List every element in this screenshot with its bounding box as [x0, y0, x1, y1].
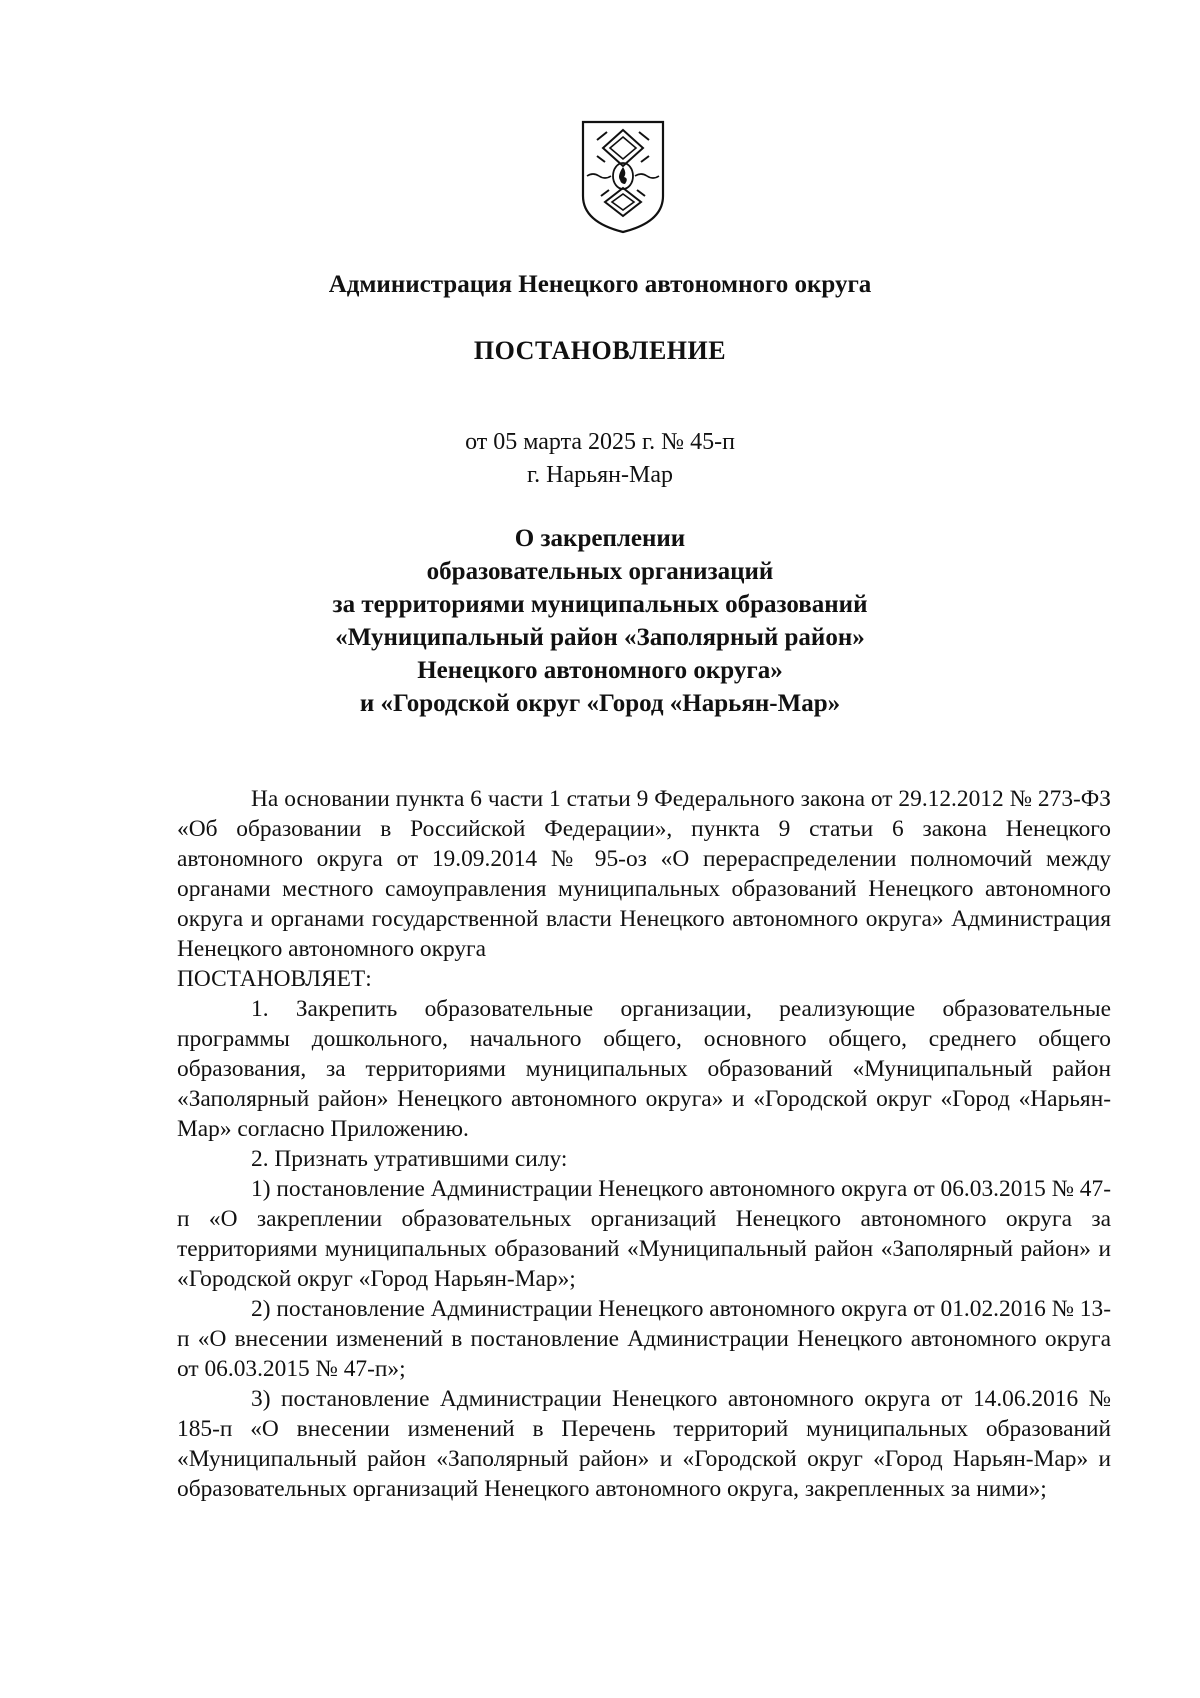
document-title [0, 522, 1200, 720]
title-line: О закреплении [514, 525, 686, 552]
item-2-paragraph: 2. Признать утратившими силу: [251, 1146, 568, 1172]
organization-name: Администрация Ненецкого автономного округа [328, 271, 872, 298]
document-date-number: от 05 марта 2025 г. № 45-п [465, 429, 735, 455]
title-line: «Муниципальный район «Заполярный район» [335, 624, 865, 651]
title-line: за территориями муниципальных образований [332, 591, 868, 618]
document-body [177, 784, 1111, 1504]
title-line: и «Городской округ «Город «Нарьян-Мар» [359, 690, 841, 717]
preamble-paragraph: На основании пункта 6 части 1 статьи 9 Федерального закона от 29.12.2012 № 273-ФЗ «Об образовании в Российской Федерации», пункта 9 статьи 6 закона Ненецкого автономного округа от 19.09.2014 № 95-оз «О перераспределении полномочий между органами местного самоуправления муниципальных образований Ненецкого автономного округа и органами государственной власти Ненецкого автономного округа» Администрация Ненецкого автономного округа [177, 786, 1111, 962]
subitem-1-paragraph: 1) постановление Администрации Ненецкого автономного округа от 06.03.2015 № 47-п «О закреплении образовательных организаций Ненецкого автономного округа за территориями муниципальных образований «Муниципальный район «Заполярный район» и «Городской округ «Город Нарьян-Мар»; [177, 1176, 1111, 1292]
title-line: Ненецкого автономного округа» [417, 657, 783, 684]
item-1-paragraph: 1. Закрепить образовательные организации, реализующие образовательные программы дошкольного, начального общего, основного общего, среднего общего образования, за территориями муниципальных образований «Муниципальный район «Заполярный район» Ненецкого автономного округа» и «Городской округ «Город «Нарьян-Мар» согласно Приложению. [177, 996, 1111, 1142]
document-type: ПОСТАНОВЛЕНИЕ [473, 336, 727, 365]
document-city: г. Нарьян-Мар [527, 462, 673, 488]
subitem-2-paragraph: 2) постановление Администрации Ненецкого автономного округа от 01.02.2016 № 13-п «О внесении изменений в постановление Администрации Ненецкого автономного округа от 06.03.2015 № 47-п»; [177, 1296, 1111, 1382]
decree-word: ПОСТАНОВЛЯЕТ: [177, 966, 372, 992]
coat-of-arms-icon [579, 118, 667, 236]
subitem-3-paragraph: 3) постановление Администрации Ненецкого автономного округа от 14.06.2016 № 185-п «О внесении изменений в Перечень территорий муниципальных образований «Муниципальный район «Заполярный район» и «Городской округ «Город Нарьян-Мар» и образовательных организаций Ненецкого автономного округа, закрепленных за ними»; [177, 1386, 1111, 1502]
title-line: образовательных организаций [426, 558, 774, 585]
